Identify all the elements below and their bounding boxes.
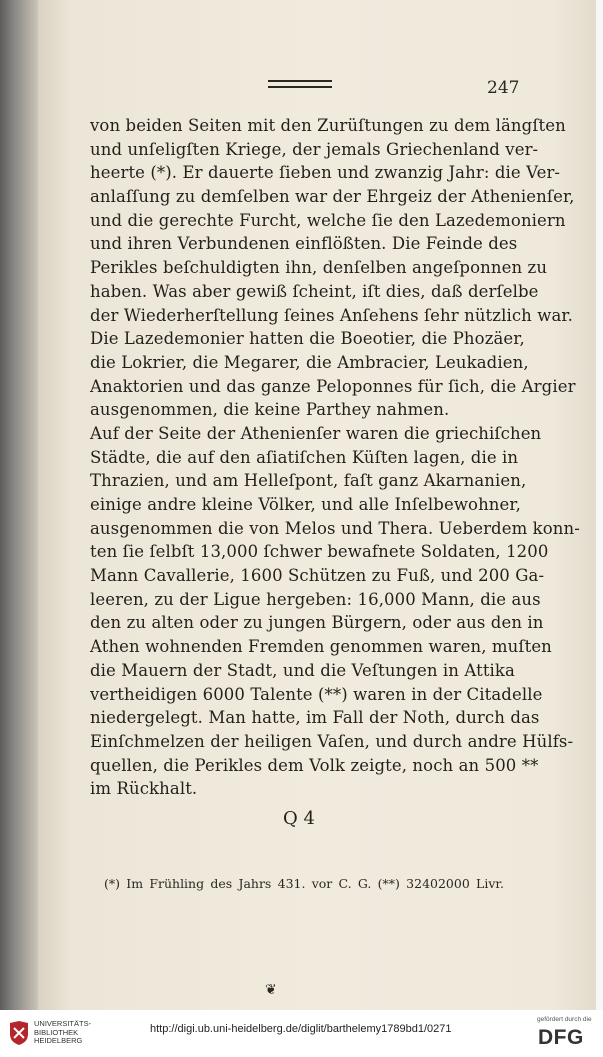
text-line: leeren, zu der Ligue hergeben: 16,000 Mann, die aus xyxy=(90,589,541,609)
header-rule-bottom xyxy=(268,86,332,88)
text-line: Thrazien, und am Helleſpont, faſt ganz Akarnanien, xyxy=(90,471,527,491)
text-line: einige andre kleine Völker, und alle Inſelbewohner, xyxy=(90,495,521,514)
text-line: vertheidigen 6000 Talente (**) waren in der Citadelle xyxy=(90,684,543,704)
ornament-icon: ❦ xyxy=(265,982,277,998)
text-line: Die Lazedemonier hatten die Boeotier, die Phozäer, xyxy=(90,329,525,349)
permalink[interactable]: http://digi.ub.uni-heidelberg.de/diglit/barthelemy1789bd1/0271 xyxy=(150,1023,452,1035)
library-name-line: BIBLIOTHEK xyxy=(34,1027,79,1037)
text-line: Auf der Seite der Athenienſer waren die griechiſchen xyxy=(90,423,542,443)
text-line: ausgenommen die von Melos und Thera. Ueberdem konn- xyxy=(90,518,580,538)
body-text xyxy=(90,114,580,801)
book-gutter xyxy=(0,0,38,1010)
funder-caption: gefördert durch die xyxy=(537,1016,592,1023)
page-number: 247 xyxy=(487,78,520,98)
text-line: und ihren Verbundenen einflößten. Die Feinde des xyxy=(90,234,518,254)
text-line: und die gerechte Furcht, welche ſie den Lazedemoniern xyxy=(90,210,566,230)
text-line: haben. Was aber gewiß ſcheint, iſt dies, daß derſelbe xyxy=(90,281,539,301)
text-line: Städte, die auf den aſiatiſchen Küſten lagen, die in xyxy=(90,447,519,467)
text-line: Mann Cavallerie, 1600 Schützen zu Fuß, und 200 Ga- xyxy=(90,566,545,586)
text-line: heerte (*). Er dauerte ſieben und zwanzig Jahr: die Ver- xyxy=(90,163,561,183)
footnote: (*) Im Frühling des Jahrs 431. vor C. G. (**) 32402000 Livr. xyxy=(104,876,504,891)
text-line: quellen, die Perikles dem Volk zeigte, noch an 500 ** xyxy=(90,755,539,775)
university-library-logo-icon xyxy=(8,1020,30,1046)
dfg-logo: DFG xyxy=(538,1026,584,1049)
text-line: den zu alten oder zu jungen Bürgern, oder aus den in xyxy=(90,613,544,633)
text-line: Athen wohnenden Fremden genommen waren, muſten xyxy=(90,637,552,657)
text-line: von beiden Seiten mit den Zurüſtungen zu dem längſten xyxy=(90,116,566,135)
library-name xyxy=(34,1020,91,1046)
text-line: und unſeligſten Kriege, der jemals Griechenland ver- xyxy=(90,139,539,159)
signature-mark: Q 4 xyxy=(283,808,315,829)
text-line: die Lokrier, die Megarer, die Ambracier, Leukadien, xyxy=(90,352,529,372)
text-line: niedergelegt. Man hatte, im Fall der Noth, durch das xyxy=(90,708,540,728)
text-line: der Wiederherſtellung ſeines Anſehens ſehr nützlich war. xyxy=(90,305,573,325)
text-line: die Mauern der Stadt, und die Veſtungen in Attika xyxy=(90,660,515,680)
header-rule-top xyxy=(268,80,332,82)
text-line: Einſchmelzen der heiligen Vaſen, und durch andre Hülfs- xyxy=(90,731,574,751)
text-line: ten ſie ſelbſt 13,000 ſchwer bewafnete Soldaten, 1200 xyxy=(90,542,549,562)
text-line: Perikles beſchuldigten ihn, denſelben angeſponnen zu xyxy=(90,258,548,278)
scan-right-margin xyxy=(596,0,603,1010)
library-name-line: HEIDELBERG xyxy=(34,1036,83,1045)
text-line: im Rückhalt. xyxy=(90,779,198,799)
library-name-line: UNIVERSITÄTS- xyxy=(34,1019,92,1028)
text-line: anlaſſung zu demſelben war der Ehrgeiz der Athenienſer, xyxy=(90,187,575,207)
text-line: Anaktorien und das ganze Peloponnes für ſich, die Argier xyxy=(90,376,576,396)
text-line: ausgenommen, die keine Parthey nahmen. xyxy=(90,400,450,420)
